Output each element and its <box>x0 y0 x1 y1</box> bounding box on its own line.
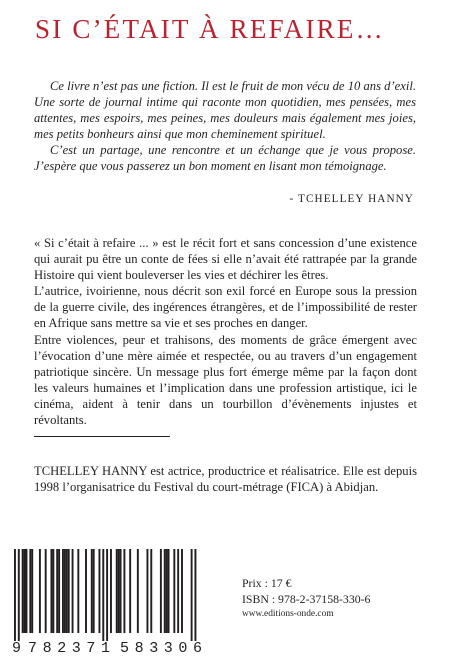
barcode-bar <box>160 549 162 633</box>
foreword-paragraph: C’est un partage, une rencontre et un échange que je vous propose. J’espère que vous passerez un bon moment en lisant mon témoignage. <box>34 143 416 173</box>
isbn-barcode <box>0 541 222 658</box>
barcode-bar <box>191 549 193 641</box>
barcode-bar <box>64 549 66 633</box>
barcode-bar <box>194 549 196 641</box>
barcode-bar <box>26 549 28 633</box>
book-title: SI C’ÉTAIT À REFAIRE… <box>35 14 385 44</box>
barcode-bar <box>118 549 120 633</box>
foreword-paragraph: Ce livre n’est pas une fiction. Il est le fruit de mon vécu de 10 ans d’exil. Une sorte de journal intime qui raconte mon quotidien, mes pensées, mes attentes, mes espoirs, mes peines, mes douleurs mais également mes joies, mes petits bonheurs ainsi que mon cheminement spirituel. <box>34 79 416 141</box>
barcode-bar <box>123 549 125 633</box>
author-bio: TCHELLEY HANNY est actrice, productrice et réalisatrice. Elle est depuis 1998 l’organisatrice du Festival du court-métrage (FICA) à Abidjan. <box>34 464 417 495</box>
barcode-bar <box>166 549 168 633</box>
barcode-bar <box>29 549 31 633</box>
barcode-digits-left: 782371 <box>28 640 110 657</box>
barcode-bar <box>177 549 179 633</box>
barcode-bar <box>24 549 26 633</box>
barcode-bar <box>52 549 54 633</box>
barcode-bars <box>14 549 196 641</box>
barcode-graphic <box>0 541 222 658</box>
barcode-bar <box>129 549 131 633</box>
barcode-digits-right: 583306 <box>120 640 202 657</box>
barcode-bar <box>39 549 41 633</box>
section-divider <box>34 436 170 437</box>
barcode-bar <box>56 549 58 633</box>
barcode-bar <box>68 549 70 633</box>
barcode-bar <box>85 549 87 633</box>
price-label: Prix : 17 € <box>242 576 292 590</box>
barcode-bar <box>14 549 16 641</box>
barcode-bar <box>102 549 104 641</box>
barcode-bar <box>77 549 79 633</box>
barcode-bar <box>91 549 93 633</box>
barcode-bar <box>137 549 139 633</box>
barcode-bar <box>58 549 60 633</box>
barcode-bar <box>116 549 118 633</box>
foreword-signature: - TCHELLEY HANNY <box>289 193 414 205</box>
barcode-bar <box>168 549 170 633</box>
barcode-bar <box>110 549 112 633</box>
barcode-bar <box>146 549 148 633</box>
price-and-isbn <box>242 576 370 623</box>
barcode-bar <box>164 549 166 633</box>
barcode-bar <box>150 549 152 633</box>
summary-paragraph: Entre violences, peur et trahisons, des moments de grâce émergent avec l’évocation d’une mère aimée et respectée, ou au travers d’un engagement patriotique sincère. Un message plus fort émerge même par la façon dont les valeurs humaines et l’implication dans une profession artistique, ici le cinéma, aident à tenir dans un tourbillon d’évènements injustes et révoltants. <box>34 332 417 428</box>
summary-paragraph: « Si c’était à refaire ... » est le récit fort et sans concession d’une existence qui aurait pu être un conte de fées si elle n’avait été rattrapée par la grande Histoire qui vient bouleverser les vies et déchirer les êtres. <box>34 236 417 283</box>
barcode-bar <box>106 549 108 641</box>
barcode-bar <box>66 549 68 633</box>
barcode-bar <box>45 549 47 633</box>
isbn-label: ISBN : 978-2-37158-330-6 <box>242 591 371 606</box>
barcode-bar <box>18 549 20 641</box>
barcode-bar <box>31 549 33 633</box>
barcode-digit-first: 9 <box>12 640 22 657</box>
barcode-bar <box>62 549 64 633</box>
barcode-bar <box>173 549 175 633</box>
barcode-bar <box>181 549 183 633</box>
barcode-bar <box>98 549 100 633</box>
barcode-bar <box>120 549 122 633</box>
book-summary <box>34 235 417 428</box>
barcode-bar <box>50 549 52 633</box>
barcode-bar <box>22 549 24 633</box>
author-foreword <box>34 78 416 174</box>
summary-paragraph: L’autrice, ivoirienne, nous décrit son exil forcé en Europe sous la pression de la guerre civile, des ingérences étrangères, et de l’impossibilité de rester en Afrique sans mettre sa vie et ses proches en danger. <box>34 284 417 331</box>
barcode-bar <box>93 549 95 633</box>
publisher-website: www.editions-onde.com <box>242 609 334 620</box>
barcode-bar <box>72 549 74 633</box>
